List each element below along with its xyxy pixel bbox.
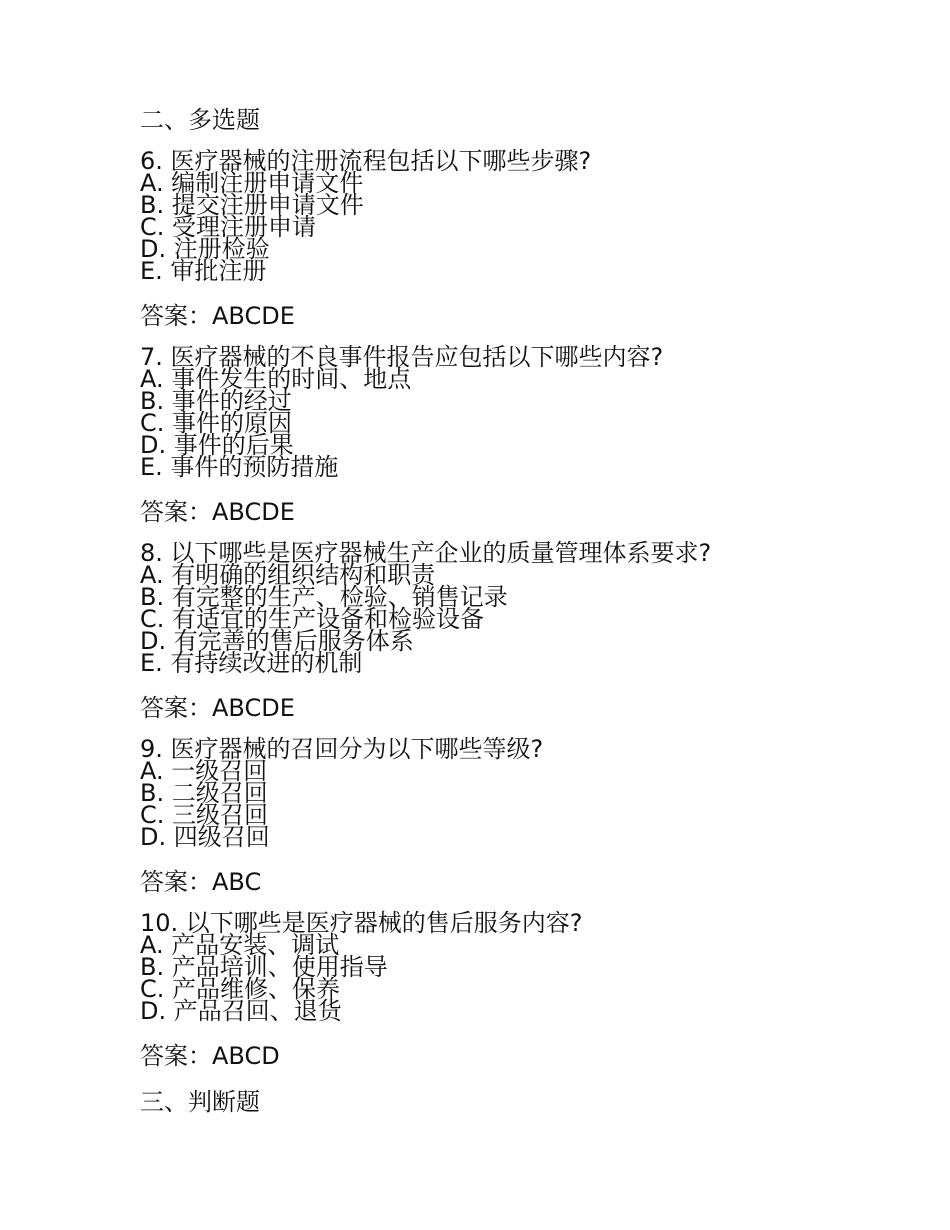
section-title-multi-choice: 二、多选题: [140, 106, 260, 134]
option-a: A. 有明确的组织结构和职责: [140, 561, 436, 589]
option-d: D. 注册检验: [140, 235, 270, 263]
option-d: D. 事件的后果: [140, 431, 294, 459]
option-c: C. 受理注册申请: [140, 213, 317, 241]
option-e: E. 事件的预防措施: [140, 453, 339, 481]
option-a: A. 产品安装、调试: [140, 931, 340, 959]
question-stem: 6. 医疗器械的注册流程包括以下哪些步骤?: [140, 147, 592, 175]
option-a: A. 事件发生的时间、地点: [140, 365, 412, 393]
answer-line: 答案：ABCDE: [140, 302, 295, 330]
document-page: [140, 104, 920, 1118]
question-7: [140, 343, 920, 528]
option-b: B. 事件的经过: [140, 387, 292, 415]
section-title-true-false: 三、判断题: [140, 1088, 260, 1116]
option-a: A. 一级召回: [140, 757, 268, 785]
option-c: C. 产品维修、保养: [140, 975, 341, 1003]
answer-line: 答案：ABCDE: [140, 694, 295, 722]
option-d: D. 四级召回: [140, 823, 270, 851]
question-stem: 7. 医疗器械的不良事件报告应包括以下哪些内容?: [140, 343, 664, 371]
option-e: E. 审批注册: [140, 257, 267, 285]
option-b: B. 产品培训、使用指导: [140, 953, 388, 981]
option-d: D. 有完善的售后服务体系: [140, 627, 414, 655]
option-b: B. 二级召回: [140, 779, 268, 807]
question-stem: 10. 以下哪些是医疗器械的售后服务内容?: [140, 909, 583, 937]
option-a: A. 编制注册申请文件: [140, 169, 364, 197]
question-8: [140, 539, 920, 724]
answer-line: 答案：ABCDE: [140, 498, 295, 526]
option-c: C. 有适宜的生产设备和检验设备: [140, 605, 485, 633]
option-b: B. 提交注册申请文件: [140, 191, 364, 219]
answer-line: 答案：ABC: [140, 868, 262, 896]
question-10: [140, 909, 920, 1072]
question-stem: 8. 以下哪些是医疗器械生产企业的质量管理体系要求?: [140, 539, 712, 567]
question-stem: 9. 医疗器械的召回分为以下哪些等级?: [140, 735, 544, 763]
question-6: [140, 147, 920, 332]
option-b: B. 有完整的生产、检验、销售记录: [140, 583, 508, 611]
option-c: C. 三级召回: [140, 801, 269, 829]
option-d: D. 产品召回、退货: [140, 997, 342, 1025]
option-c: C. 事件的原因: [140, 409, 293, 437]
option-e: E. 有持续改进的机制: [140, 649, 363, 677]
question-9: [140, 735, 920, 898]
answer-line: 答案：ABCD: [140, 1042, 280, 1070]
